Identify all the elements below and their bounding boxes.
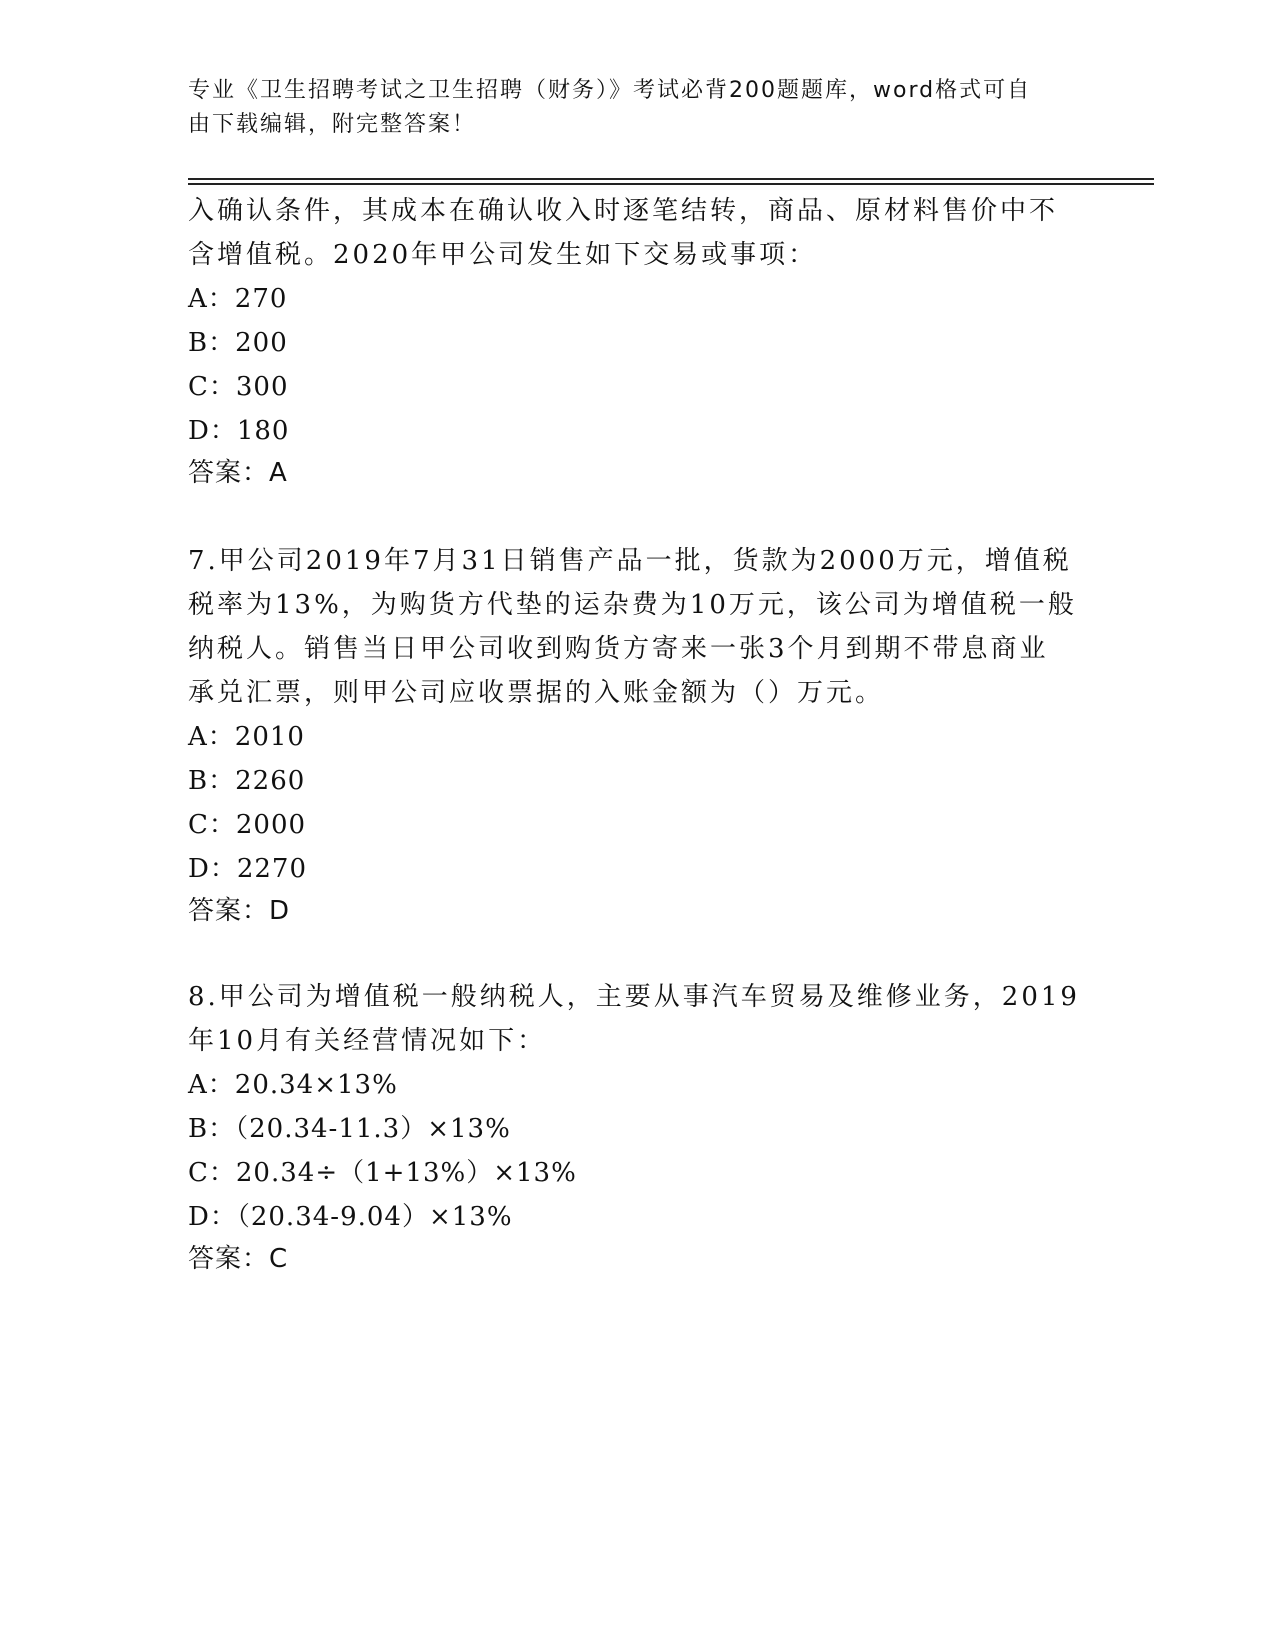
question-7-answer: 答案：D — [188, 896, 291, 926]
question-7-stem-line-1: 7.甲公司2019年7月31日销售产品一批，货款为2000万元，增值税 — [188, 546, 1072, 576]
question-8-answer: 答案：C — [188, 1244, 289, 1274]
question-6-answer: 答案：A — [188, 458, 288, 488]
question-6-option-d: D：180 — [188, 416, 290, 446]
question-7-option-c: C：2000 — [188, 810, 307, 840]
question-6-stem-line-1: 入确认条件，其成本在确认收入时逐笔结转，商品、原材料售价中不 — [188, 196, 1059, 226]
question-8-stem-line-2: 年10月有关经营情况如下： — [188, 1026, 547, 1056]
question-8-option-b: B：（20.34-11.3）×13% — [188, 1114, 511, 1144]
question-7-option-b: B：2260 — [188, 766, 306, 796]
question-8-option-d: D：（20.34-9.04）×13% — [188, 1202, 513, 1232]
header-line-2: 由下载编辑，附完整答案！ — [188, 112, 477, 137]
question-7-stem-line-2: 税率为13%，为购货方代垫的运杂费为10万元，该公司为增值税一般 — [188, 590, 1077, 620]
question-7-option-d: D：2270 — [188, 854, 308, 884]
header-divider-bottom — [188, 183, 1154, 185]
header-line-1: 专业《卫生招聘考试之卫生招聘（财务）》考试必背200题题库，word格式可自 — [188, 78, 1032, 103]
question-6-option-c: C：300 — [188, 372, 289, 402]
header-divider-top — [188, 178, 1154, 180]
document-header — [188, 74, 1068, 142]
question-6-option-a: A：270 — [188, 284, 288, 314]
question-6-stem-line-2: 含增值税。2020年甲公司发生如下交易或事项： — [188, 240, 818, 270]
question-7-stem-line-3: 纳税人。销售当日甲公司收到购货方寄来一张3个月到期不带息商业 — [188, 634, 1049, 664]
question-7-option-a: A：2010 — [188, 722, 305, 752]
question-8-stem-line-1: 8.甲公司为增值税一般纳税人，主要从事汽车贸易及维修业务，2019 — [188, 982, 1080, 1012]
question-8-option-a: A：20.34×13% — [188, 1070, 398, 1100]
question-6-option-b: B：200 — [188, 328, 288, 358]
question-8-option-c: C：20.34÷（1+13%）×13% — [188, 1158, 577, 1188]
question-7-stem-line-4: 承兑汇票，则甲公司应收票据的入账金额为（）万元。 — [188, 678, 885, 708]
